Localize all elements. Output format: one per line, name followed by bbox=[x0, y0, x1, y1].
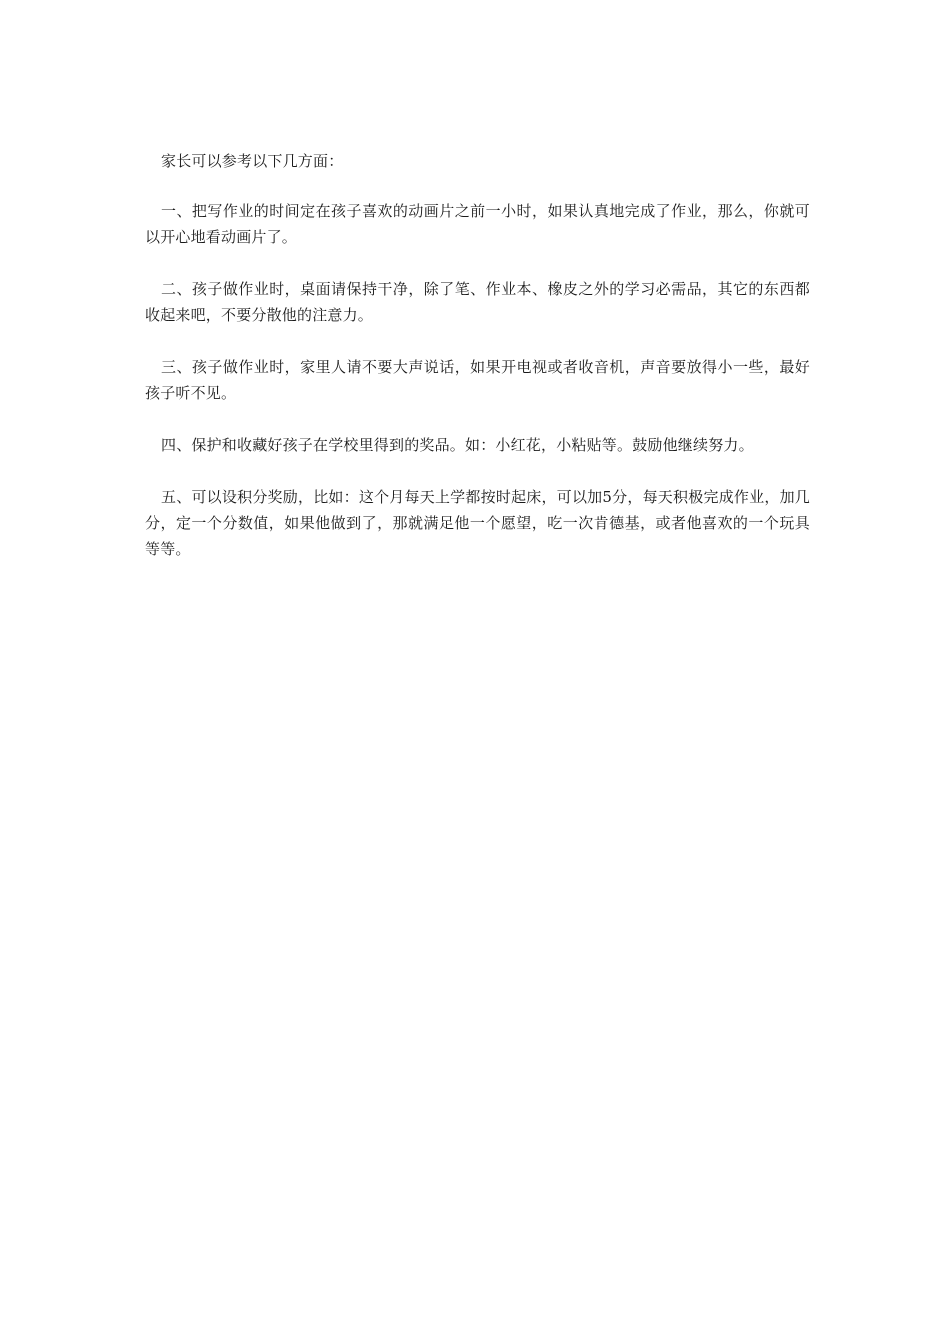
document-page bbox=[145, 148, 810, 588]
intro-paragraph: 家长可以参考以下几方面： bbox=[161, 152, 344, 170]
item-paragraph-4: 四、保护和收藏好孩子在学校里得到的奖品。如：小红花，小粘贴等。鼓励他继续努力。 bbox=[161, 436, 754, 454]
item-paragraph-1: 一、把写作业的时间定在孩子喜欢的动画片之前一小时，如果认真地完成了作业，那么，你就可以开心地看动画片了。 bbox=[145, 202, 810, 246]
item-paragraph-5: 五、可以设积分奖励，比如：这个月每天上学都按时起床，可以加5分，每天积极完成作业，加几分，定一个分数值，如果他做到了，那就满足他一个愿望，吃一次肯德基，或者他喜欢的一个玩具等等。 bbox=[145, 488, 810, 558]
item-paragraph-3: 三、孩子做作业时，家里人请不要大声说话，如果开电视或者收音机，声音要放得小一些，最好孩子听不见。 bbox=[145, 358, 810, 402]
item-paragraph-2: 二、孩子做作业时，桌面请保持干净，除了笔、作业本、橡皮之外的学习必需品，其它的东西都收起来吧，不要分散他的注意力。 bbox=[145, 280, 810, 324]
